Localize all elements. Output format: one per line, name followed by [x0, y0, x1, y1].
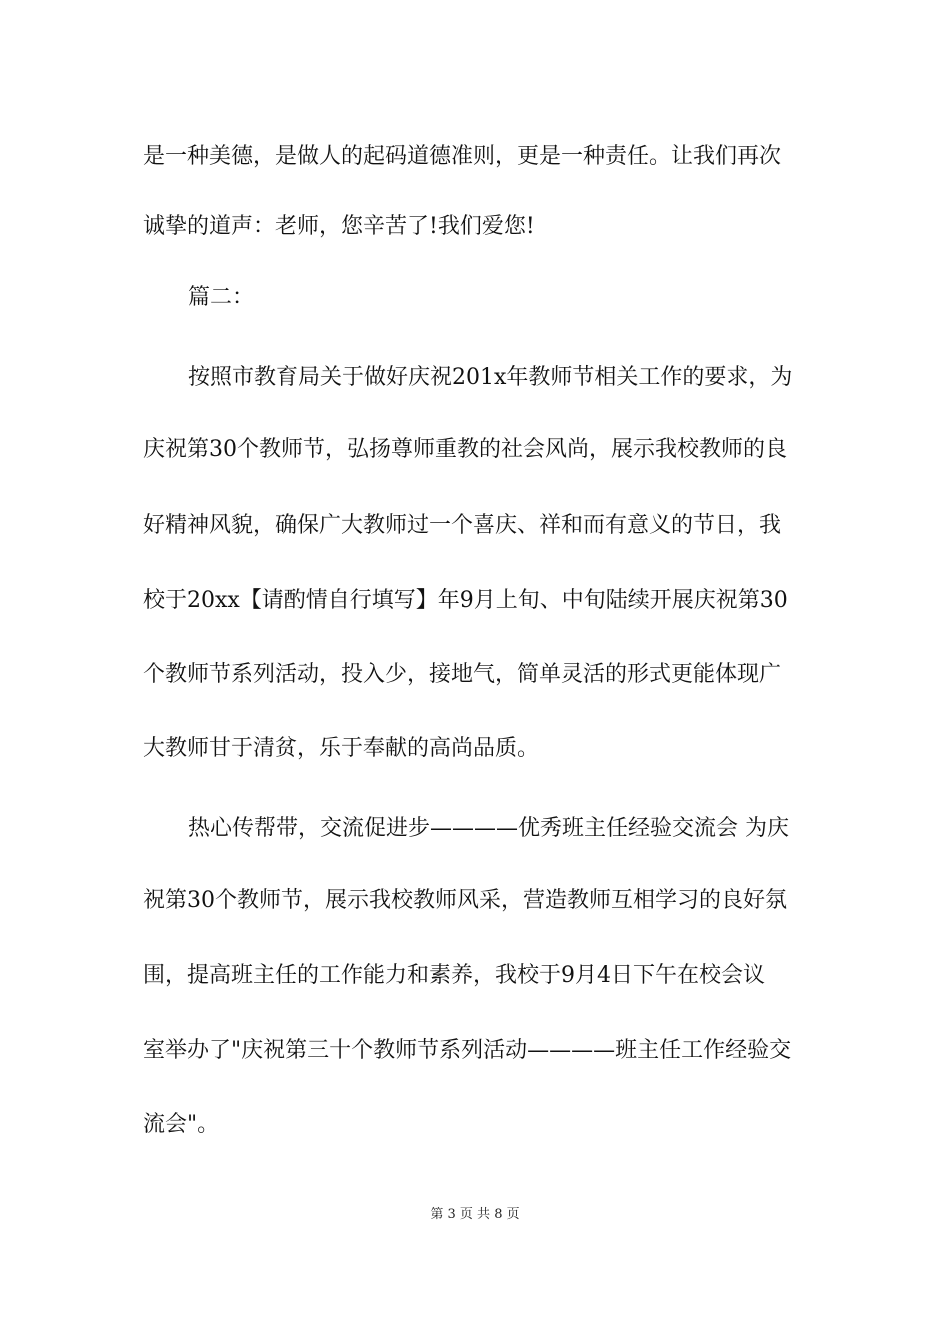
text-line: 按照市教育局关于做好庆祝201x年教师节相关工作的要求，为	[188, 365, 793, 390]
page-number: 第 3 页 共 8 页	[430, 1207, 520, 1222]
text-line: 个教师节系列活动，投入少，接地气，简单灵活的形式更能体现广	[143, 662, 782, 687]
text-line: 校于20xx【请酌情自行填写】年9月上旬、中旬陆续开展庆祝第30	[143, 588, 788, 613]
text-line: 围，提高班主任的工作能力和素养，我校于9月4日下午在校会议	[143, 963, 765, 988]
text-line: 庆祝第30个教师节，弘扬尊师重教的社会风尚，展示我校教师的良	[143, 437, 787, 462]
text-line: 是一种美德，是做人的起码道德准则，更是一种责任。让我们再次	[143, 144, 782, 169]
text-line: 大教师甘于清贫，乐于奉献的高尚品质。	[143, 736, 540, 761]
text-line: 祝第30个教师节，展示我校教师风采，营造教师互相学习的良好氛	[143, 888, 787, 913]
text-line: 诚挚的道声：老师，您辛苦了!我们爱您!	[143, 214, 535, 239]
text-line: 室举办了"庆祝第三十个教师节系列活动————班主任工作经验交	[143, 1038, 792, 1063]
section-heading: 篇二：	[188, 285, 255, 310]
text-line: 热心传帮带，交流促进步————优秀班主任经验交流会 为庆	[188, 816, 789, 841]
text-line: 好精神风貌，确保广大教师过一个喜庆、祥和而有意义的节日，我	[143, 513, 782, 538]
text-line: 流会"。	[143, 1112, 220, 1137]
